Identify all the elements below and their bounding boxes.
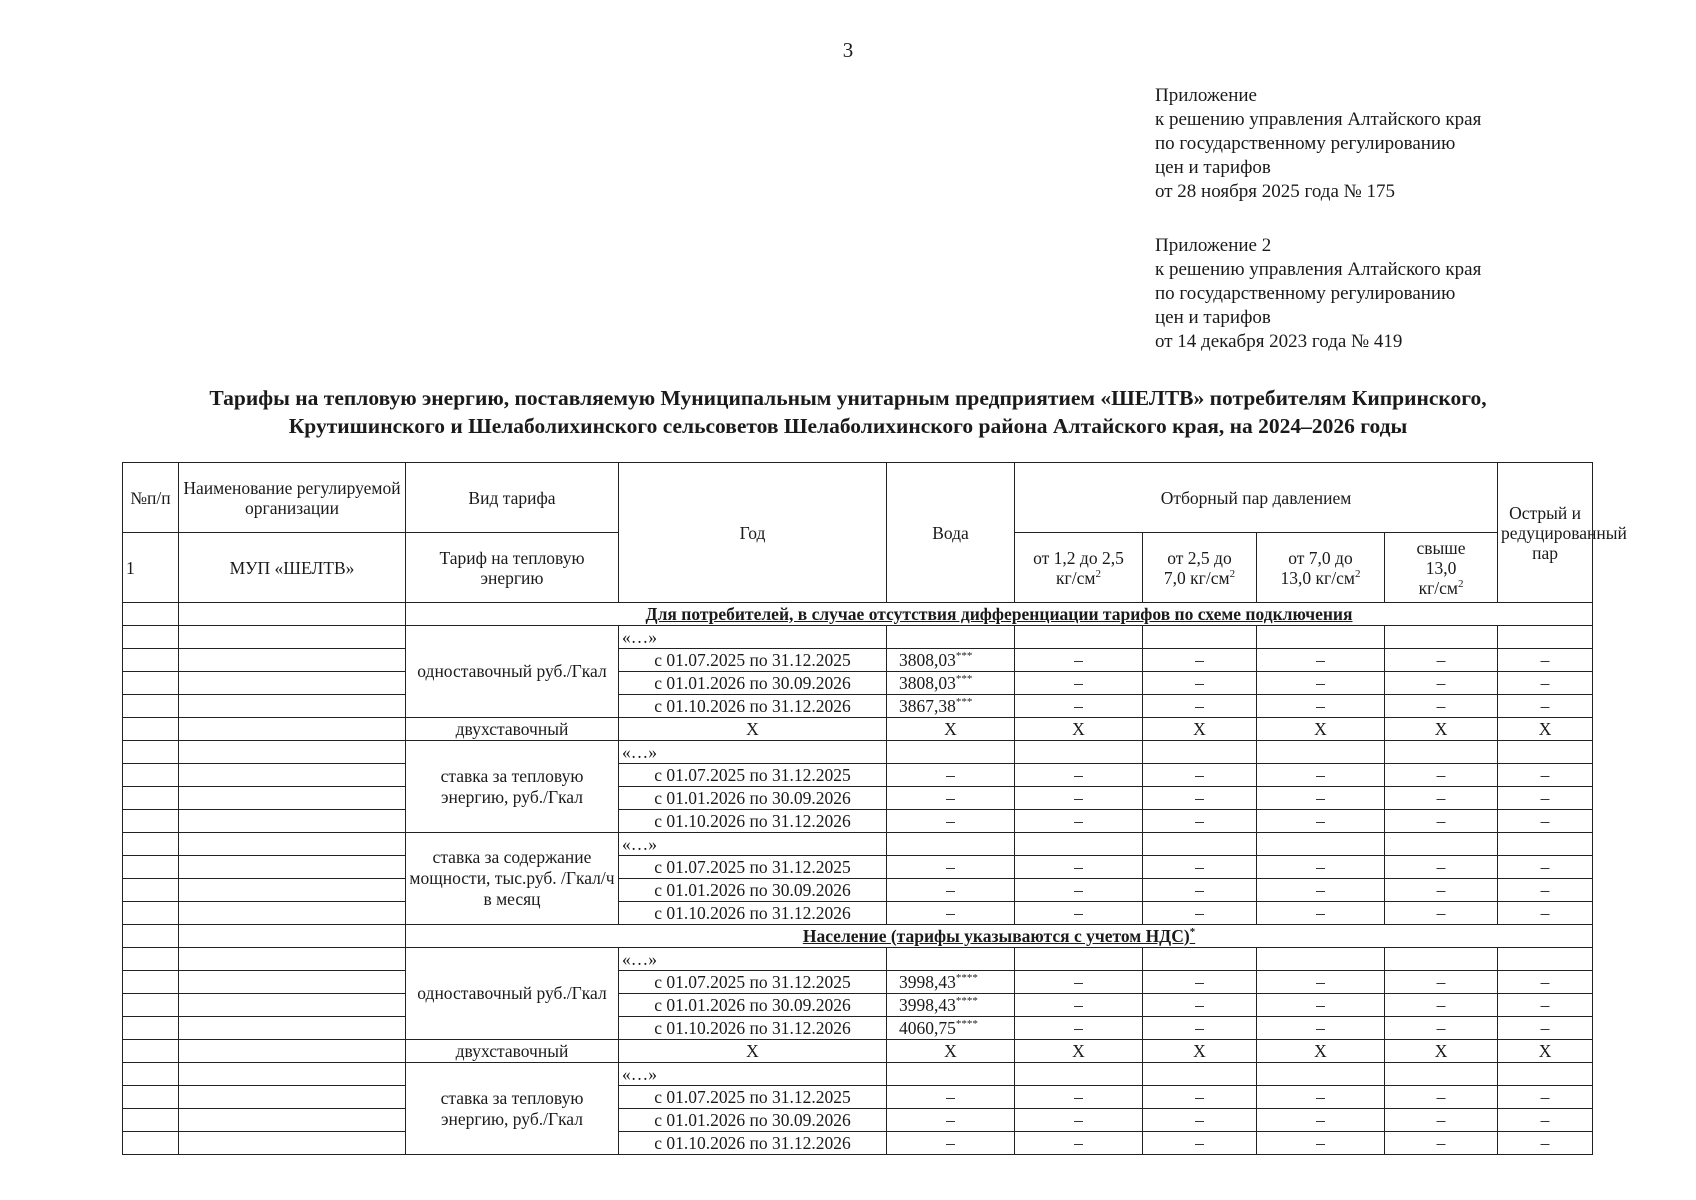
x-mark: Х (1498, 718, 1593, 741)
dash: – (1498, 902, 1593, 925)
dash: – (1385, 649, 1498, 672)
dash: – (1143, 902, 1257, 925)
dash: – (1385, 764, 1498, 787)
x-mark: Х (1498, 1040, 1593, 1063)
appendix-1-line: к решению управления Алтайского края (1155, 109, 1482, 130)
dash: – (887, 787, 1015, 810)
dash: – (1498, 879, 1593, 902)
dash: – (1498, 1132, 1593, 1155)
period: с 01.10.2026 по 31.12.2026 (619, 695, 887, 718)
dash: – (1143, 879, 1257, 902)
x-mark: Х (1385, 718, 1498, 741)
appendix-1-line: от 28 ноября 2025 года № 175 (1155, 181, 1396, 202)
appendix-2-line: по государственному регулированию (1155, 283, 1456, 304)
unit-superscript: 2 (1229, 567, 1236, 580)
dash: – (1498, 695, 1593, 718)
header-pressure-4-text: свыше (1416, 537, 1466, 558)
tariff-type-single: одноставочный руб./Гкал (406, 948, 619, 1040)
header-pressure-3-text: от 7,0 до (1288, 547, 1353, 568)
dash: – (1143, 1017, 1257, 1040)
dash: – (1143, 994, 1257, 1017)
dash: – (1257, 672, 1385, 695)
tariff-type-capacity: ставка за содержание мощности, тыс.руб. /Гкал/ч в месяц (406, 833, 619, 925)
dash: – (1257, 1109, 1385, 1132)
dash: – (1143, 695, 1257, 718)
period: с 01.01.2026 по 30.09.2026 (619, 787, 887, 810)
water-value-number: 3808,03 (899, 649, 956, 670)
header-steam: Отборный пар давлением (1015, 463, 1498, 533)
page-number: 3 (842, 38, 854, 62)
dash: – (1143, 764, 1257, 787)
dash: – (1385, 902, 1498, 925)
dash: – (1385, 1109, 1498, 1132)
tariff-table (122, 462, 1627, 1155)
water-value-number: 3998,43 (899, 994, 956, 1015)
dash: – (1015, 810, 1143, 833)
dash: – (1498, 764, 1593, 787)
water-value (887, 672, 1015, 695)
footnote-mark: **** (955, 994, 978, 1007)
dash: – (1143, 856, 1257, 879)
title-line-2: Крутишинского и Шелаболихинского сельсоветов Шелаболихинского района Алтайского края, на 2024–2026 годы (288, 414, 1408, 438)
section-header-2-text: Население (тарифы указываются с учетом НДС) (802, 925, 1190, 946)
period: с 01.10.2026 по 31.12.2026 (619, 902, 887, 925)
section-header-2 (406, 925, 1593, 948)
dash: – (1257, 856, 1385, 879)
ellipsis: «…» (619, 626, 887, 649)
ellipsis: «…» (619, 948, 887, 971)
dash: – (1015, 971, 1143, 994)
dash: – (1015, 787, 1143, 810)
dash: – (1498, 787, 1593, 810)
dash: – (1257, 1086, 1385, 1109)
header-sharp-steam: Острый и редуцированный пар (1498, 463, 1593, 603)
appendix-2-line: к решению управления Алтайского края (1155, 259, 1482, 280)
dash: – (1385, 672, 1498, 695)
dash: – (1257, 649, 1385, 672)
tariff-type-double: двухставочный (406, 718, 619, 741)
dash: – (1385, 787, 1498, 810)
period: с 01.01.2026 по 30.09.2026 (619, 879, 887, 902)
unit-superscript: 2 (1457, 577, 1464, 590)
dash: – (1498, 1017, 1593, 1040)
water-value-number: 3867,38 (899, 695, 956, 716)
x-mark: Х (1385, 1040, 1498, 1063)
dash: – (1385, 879, 1498, 902)
appendix-1-line: Приложение (1155, 85, 1257, 106)
dash: – (1498, 649, 1593, 672)
header-pressure-2-text: от 2,5 до (1167, 547, 1232, 568)
period: с 01.07.2025 по 31.12.2025 (619, 971, 887, 994)
dash: – (887, 879, 1015, 902)
dash: – (1498, 971, 1593, 994)
unit-superscript: 2 (1095, 567, 1101, 580)
header-pressure-3 (1257, 533, 1385, 603)
appendix-2-line: цен и тарифов (1155, 307, 1271, 328)
header-unit: кг/см (1056, 567, 1096, 588)
footnote-mark: * (1189, 925, 1196, 938)
x-mark: Х (1143, 718, 1257, 741)
appendix-1-line: по государственному регулированию (1155, 133, 1456, 154)
dash: – (1385, 856, 1498, 879)
document-title (100, 384, 1596, 440)
dash: – (1498, 994, 1593, 1017)
appendix-1-line: цен и тарифов (1155, 157, 1271, 178)
dash: – (887, 856, 1015, 879)
ellipsis: «…» (619, 833, 887, 856)
dash: – (1385, 695, 1498, 718)
header-type: Вид тарифа (406, 463, 619, 533)
x-mark: Х (619, 718, 887, 741)
period: с 01.07.2025 по 31.12.2025 (619, 1086, 887, 1109)
header-pressure-4 (1385, 533, 1498, 603)
row-number: 1 (123, 533, 179, 603)
water-value-number: 3998,43 (899, 971, 956, 992)
period: с 01.07.2025 по 31.12.2025 (619, 856, 887, 879)
footnote-mark: *** (955, 695, 973, 708)
footnote-mark: **** (955, 971, 978, 984)
appendix-2-line: Приложение 2 (1155, 235, 1272, 256)
water-value (887, 649, 1015, 672)
dash: – (1015, 764, 1143, 787)
ellipsis: «…» (619, 741, 887, 764)
x-mark: Х (1143, 1040, 1257, 1063)
appendix-2-line: от 14 декабря 2023 года № 419 (1155, 331, 1403, 352)
water-value-number: 3808,03 (899, 672, 956, 693)
period: с 01.01.2026 по 30.09.2026 (619, 672, 887, 695)
period: с 01.01.2026 по 30.09.2026 (619, 994, 887, 1017)
dash: – (1143, 649, 1257, 672)
period: с 01.10.2026 по 31.12.2026 (619, 810, 887, 833)
dash: – (1257, 902, 1385, 925)
tariff-type-heat-rate: ставка за тепловую энергию, руб./Гкал (406, 741, 619, 833)
ellipsis: «…» (619, 1063, 887, 1086)
dash: – (1015, 1132, 1143, 1155)
dash: – (1498, 672, 1593, 695)
dash: – (1143, 1132, 1257, 1155)
dash: – (1257, 971, 1385, 994)
org-name: МУП «ШЕЛТВ» (179, 533, 406, 603)
dash: – (1257, 1132, 1385, 1155)
water-value (887, 695, 1015, 718)
dash: – (1257, 787, 1385, 810)
dash: – (887, 810, 1015, 833)
dash: – (887, 1086, 1015, 1109)
header-pressure-2-unit: 7,0 кг/см (1163, 567, 1230, 588)
dash: – (1015, 879, 1143, 902)
dash: – (1498, 1109, 1593, 1132)
dash: – (1257, 695, 1385, 718)
dash: – (1015, 994, 1143, 1017)
dash: – (1143, 1109, 1257, 1132)
dash: – (1257, 810, 1385, 833)
footnote-mark: **** (955, 1017, 978, 1030)
tariff-type-heat-rate: ставка за тепловую энергию, руб./Гкал (406, 1063, 619, 1155)
header-pressure-1 (1015, 533, 1143, 603)
dash: – (1143, 787, 1257, 810)
dash: – (1143, 672, 1257, 695)
dash: – (1257, 1017, 1385, 1040)
section-header-1: Для потребителей, в случае отсутствия дифференциации тарифов по схеме подключения (406, 603, 1593, 626)
period: с 01.10.2026 по 31.12.2026 (619, 1132, 887, 1155)
period: с 01.01.2026 по 30.09.2026 (619, 1109, 887, 1132)
x-mark: Х (619, 1040, 887, 1063)
dash: – (1143, 1086, 1257, 1109)
dash: – (1015, 649, 1143, 672)
dash: – (1385, 994, 1498, 1017)
header-water: Вода (887, 463, 1015, 603)
period: с 01.07.2025 по 31.12.2025 (619, 649, 887, 672)
dash: – (1015, 1109, 1143, 1132)
dash: – (1385, 1132, 1498, 1155)
dash: – (887, 1109, 1015, 1132)
header-year: Год (619, 463, 887, 603)
header-unit: кг/см (1418, 577, 1458, 598)
period: с 01.10.2026 по 31.12.2026 (619, 1017, 887, 1040)
period: с 01.07.2025 по 31.12.2025 (619, 764, 887, 787)
appendix-1 (1155, 84, 1481, 204)
appendix-2 (1155, 234, 1481, 354)
dash: – (1015, 695, 1143, 718)
dash: – (1385, 971, 1498, 994)
dash: – (1143, 810, 1257, 833)
title-line-1: Тарифы на тепловую энергию, поставляемую Муниципальным унитарным предприятием «ШЕЛТВ» потребителям Кипринского, (209, 386, 1487, 410)
dash: – (887, 1132, 1015, 1155)
dash: – (1015, 672, 1143, 695)
dash: – (1385, 1017, 1498, 1040)
header-pressure-2 (1143, 533, 1257, 603)
footnote-mark: *** (955, 649, 973, 662)
dash: – (887, 764, 1015, 787)
water-value (887, 971, 1015, 994)
dash: – (1015, 902, 1143, 925)
x-mark: Х (1257, 1040, 1385, 1063)
dash: – (1143, 971, 1257, 994)
x-mark: Х (887, 1040, 1015, 1063)
dash: – (1498, 856, 1593, 879)
tariff-type-double: двухставочный (406, 1040, 619, 1063)
x-mark: Х (887, 718, 1015, 741)
dash: – (1015, 1017, 1143, 1040)
dash: – (1015, 856, 1143, 879)
dash: – (1385, 1086, 1498, 1109)
header-pressure-1-text: от 1,2 до 2,5 (1033, 547, 1124, 568)
header-pressure-3-unit: 13,0 кг/см (1280, 567, 1355, 588)
x-mark: Х (1015, 718, 1143, 741)
water-value (887, 994, 1015, 1017)
footnote-mark: *** (955, 672, 973, 685)
x-mark: Х (1015, 1040, 1143, 1063)
dash: – (1257, 764, 1385, 787)
dash: – (1498, 1086, 1593, 1109)
dash: – (1385, 810, 1498, 833)
header-org: Наименование регулируемой организации (179, 463, 406, 533)
unit-superscript: 2 (1354, 567, 1361, 580)
dash: – (1257, 879, 1385, 902)
dash: – (887, 902, 1015, 925)
dash: – (1257, 994, 1385, 1017)
water-value-number: 4060,75 (899, 1017, 956, 1038)
dash: – (1015, 1086, 1143, 1109)
tariff-kind: Тариф на тепловую энергию (406, 533, 619, 603)
dash: – (1498, 810, 1593, 833)
header-pressure-4-value: 13,0 (1425, 557, 1457, 578)
x-mark: Х (1257, 718, 1385, 741)
tariff-type-single: одноставочный руб./Гкал (406, 626, 619, 718)
header-num: №п/п (123, 463, 179, 533)
water-value (887, 1017, 1015, 1040)
